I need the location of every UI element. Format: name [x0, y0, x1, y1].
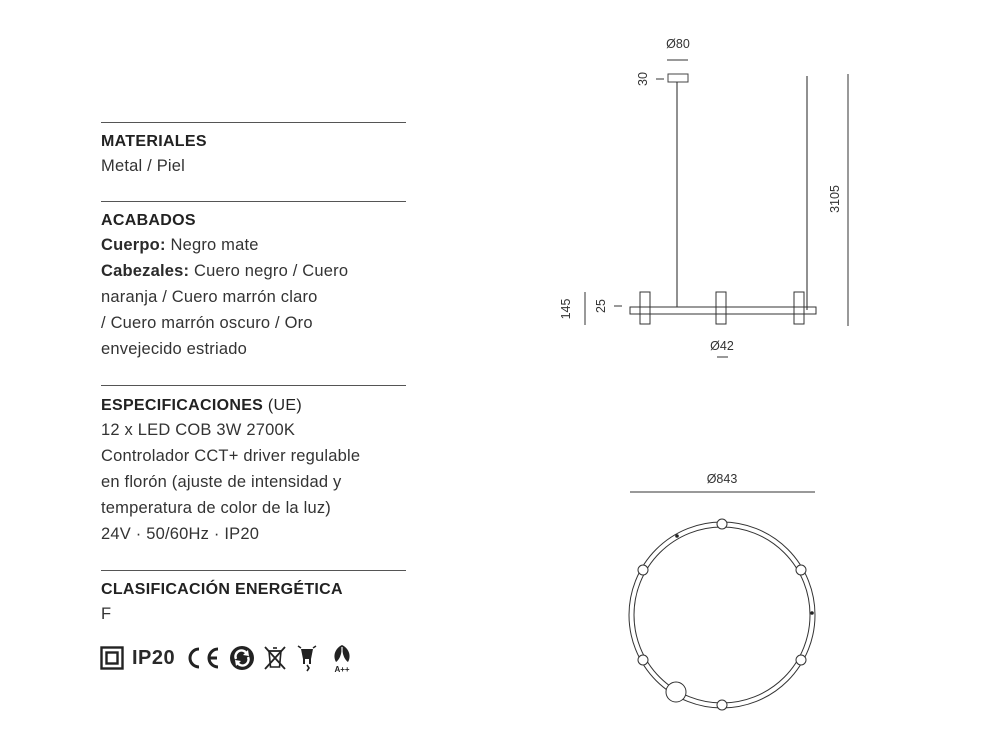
cabezales-value-1: Cuero negro / Cuero — [194, 262, 349, 280]
ip20-label: IP20 — [132, 646, 176, 669]
energy-class-label: A++ — [334, 665, 350, 673]
cuerpo-label: Cuerpo: — [101, 236, 166, 254]
cable-point-2 — [810, 611, 814, 615]
cuerpo-value: Negro mate — [170, 236, 259, 254]
canopy-height-label: 30 — [636, 72, 650, 86]
spec-line-3: en florón (ajuste de intensidad y — [101, 473, 342, 491]
head-top-3 — [796, 655, 806, 665]
cabezales-value-2: naranja / Cuero marrón claro — [101, 288, 318, 306]
ring-inner — [634, 527, 810, 703]
head-top-6 — [638, 565, 648, 575]
spec-line-5: 24V · 50/60Hz · IP20 — [101, 525, 260, 543]
cabezales-value-3: / Cuero marrón oscuro / Oro — [101, 314, 313, 332]
rod-diameter-label: Ø42 — [710, 339, 734, 353]
canopy-top — [666, 682, 686, 702]
ring-diameter-label: Ø843 — [706, 472, 738, 486]
clasificacion-heading: CLASIFICACIÓN ENERGÉTICA — [101, 581, 343, 598]
spec-line-2: Controlador CCT+ driver regulable — [101, 447, 361, 465]
spec-line-4: temperatura de color de la luz) — [101, 499, 331, 517]
head-height-label: 145 — [559, 298, 573, 320]
canopy-diameter-label: Ø80 — [666, 37, 690, 51]
materiales-heading: MATERIALES — [101, 133, 207, 150]
head-top-5 — [638, 655, 648, 665]
especificaciones-title: ESPECIFICACIONES — [101, 397, 264, 414]
materiales-value: Metal / Piel — [101, 157, 186, 175]
spec-line-1: 12 x LED COB 3W 2700K — [101, 421, 296, 439]
ring-thickness-label: 25 — [594, 299, 608, 313]
cable-point-1 — [675, 534, 679, 538]
acabados-heading: ACABADOS — [101, 212, 196, 229]
cabezales-value-4: envejecido estriado — [101, 340, 247, 358]
ring-outer — [629, 522, 815, 708]
especificaciones-suffix: (UE) — [267, 397, 303, 414]
head-top-2 — [796, 565, 806, 575]
total-height-label: 3105 — [828, 185, 842, 213]
clasificacion-value: F — [101, 605, 112, 623]
cabezales-label: Cabezales: — [101, 262, 190, 280]
head-top-4 — [717, 700, 727, 710]
head-top-1 — [717, 519, 727, 529]
